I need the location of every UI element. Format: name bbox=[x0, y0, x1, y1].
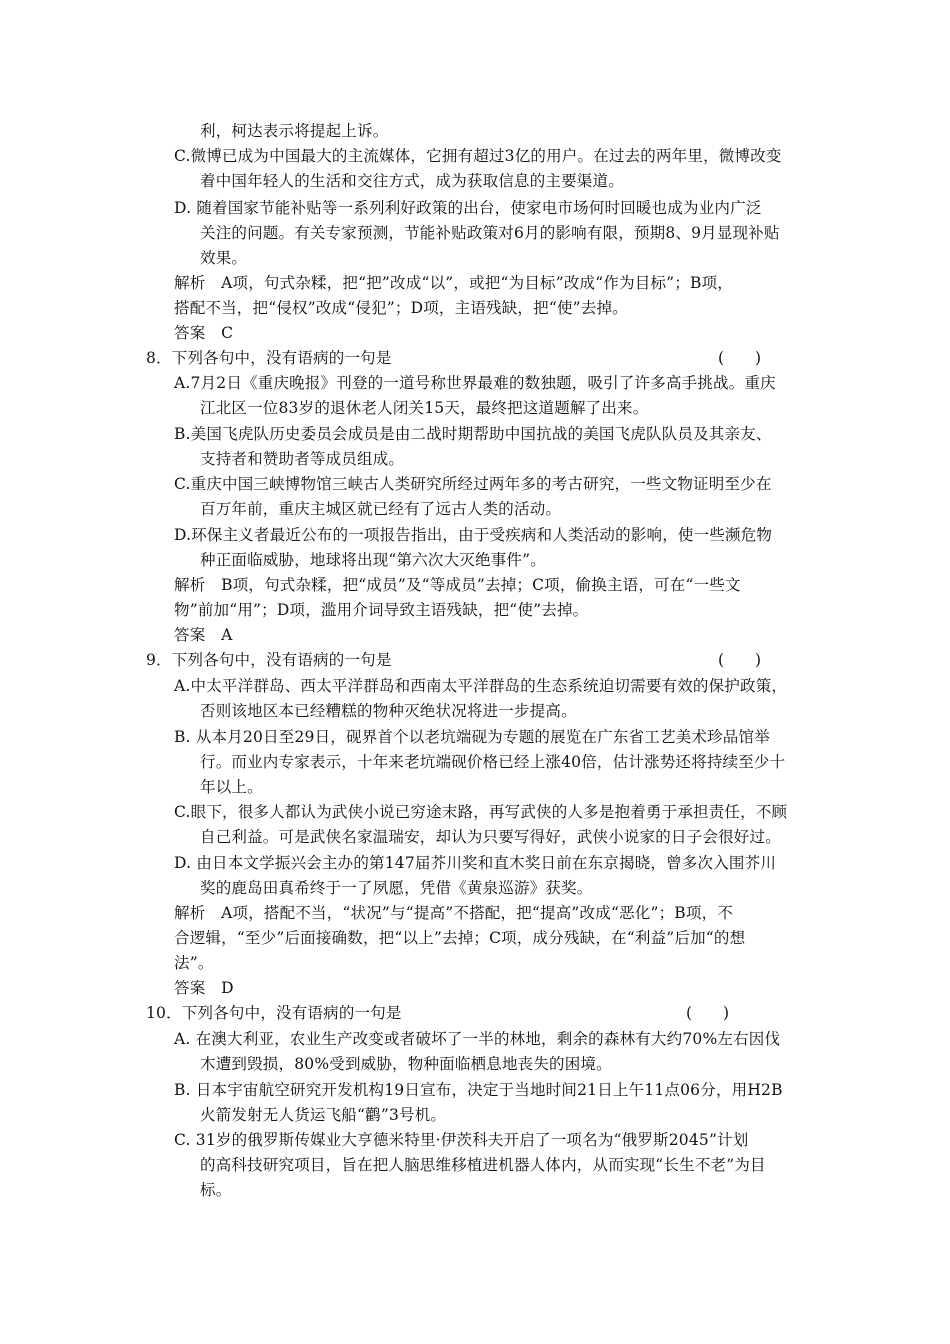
text-line: 的高科技研究项目，旨在把人脑思维移植进机器人体内，从而实现“长生不老”为目 bbox=[200, 1156, 766, 1174]
text-line: 木遭到毁损，80%受到威胁，物种面临栖息地丧失的困境。 bbox=[200, 1055, 612, 1073]
question-10-answer-bracket: ( ) bbox=[686, 1004, 730, 1022]
option-c-line: C.微博已成为中国最大的主流媒体，它拥有超过3亿的用户。在过去的两年里，微博改变 bbox=[174, 147, 782, 165]
text-line: 行。而业内专家表示，十年来老坑端砚价格已经上涨40倍，估计涨势还将持续至少十 bbox=[200, 753, 786, 771]
text-line: 着中国年轻人的生活和交往方式，成为获取信息的主要渠道。 bbox=[200, 172, 624, 190]
option-c-line: C.重庆中国三峡博物馆三峡古人类研究所经过两年多的考古研究，一些文物证明至少在 bbox=[174, 475, 772, 493]
question-10-stem: 10．下列各句中，没有语病的一句是 bbox=[146, 1004, 402, 1022]
analysis-line: 合逻辑，“至少”后面接确数，把“以上”去掉；C项，成分残缺，在“利益”后加“的想 bbox=[174, 929, 746, 947]
option-b-line: B.美国飞虎队历史委员会成员是由二战时期帮助中国抗战的美国飞虎队队员及其亲友、 bbox=[174, 425, 772, 443]
question-8-answer-bracket: ( ) bbox=[718, 349, 762, 367]
text-line: 奖的鹿岛田真希终于一了夙愿，凭借《黄泉巡游》获奖。 bbox=[200, 879, 593, 897]
text-line: 自己利益。可是武侠名家温瑞安，却认为只要写得好，武侠小说家的日子会很好过。 bbox=[200, 828, 781, 846]
option-b-line: B. 从本月20日至29日，砚界首个以老坑端砚为专题的展览在广东省工艺美术珍品馆举 bbox=[174, 728, 770, 746]
text-line: 效果。 bbox=[200, 249, 248, 267]
answer-line: 答案 A bbox=[174, 626, 233, 644]
answer-line: 答案 D bbox=[174, 979, 234, 997]
text-line: 火箭发射无人货运飞船“鹳”3号机。 bbox=[200, 1106, 447, 1124]
option-c-line: C.眼下，很多人都认为武侠小说已穷途末路，再写武侠的人多是抱着勇于承担责任，不顾 bbox=[174, 803, 788, 821]
option-a-line: A.中太平洋群岛、西太平洋群岛和西南太平洋群岛的生态系统迫切需要有效的保护政策， bbox=[174, 677, 788, 695]
analysis-line: 解析 A项，搭配不当，“状况”与“提高”不搭配，把“提高”改成“恶化”；B项，不 bbox=[174, 904, 733, 922]
option-b-line: B. 日本宇宙航空研究开发机构19日宣布，决定于当地时间21日上午11点06分，用H2B bbox=[174, 1081, 783, 1099]
text-line: 标。 bbox=[200, 1181, 232, 1199]
text-line: 百万年前，重庆主城区就已经有了远古人类的活动。 bbox=[200, 500, 562, 518]
option-a-line: A.7月2日《重庆晚报》刊登的一道号称世界最难的数独题，吸引了许多高手挑战。重庆 bbox=[174, 374, 776, 392]
option-a-line: A. 在澳大利亚，农业生产改变或者破坏了一半的林地，剩余的森林有大约70%左右因伐 bbox=[174, 1030, 781, 1048]
text-line: 种正面临威胁，地球将出现“第六次大灭绝事件”。 bbox=[200, 551, 546, 569]
answer-line: 答案 C bbox=[174, 324, 234, 342]
analysis-line: 解析 B项，句式杂糅，把“成员”及“等成员”去掉；C项，偷换主语，可在“一些文 bbox=[174, 576, 741, 594]
question-8-stem: 8．下列各句中，没有语病的一句是 bbox=[146, 349, 392, 367]
text-line: 江北区一位83岁的退休老人闭关15天，最终把这道题解了出来。 bbox=[200, 399, 649, 417]
text-line: 年以上。 bbox=[200, 778, 263, 796]
analysis-line: 解析 A项，句式杂糅，把“把”改成“以”，或把“为目标”改成“作为目标”；B项， bbox=[174, 274, 733, 292]
option-d-line: D.环保主义者最近公布的一项报告指出，由于受疾病和人类活动的影响，使一些濒危物 bbox=[174, 526, 773, 544]
question-9-stem: 9．下列各句中，没有语病的一句是 bbox=[146, 651, 392, 669]
question-9-answer-bracket: ( ) bbox=[718, 651, 762, 669]
option-d-line: D. 随着国家节能补贴等一系列利好政策的出台，使家电市场何时回暖也成为业内广泛 bbox=[174, 199, 762, 217]
option-d-line: D. 由日本文学振兴会主办的第147届芥川奖和直木奖日前在东京揭晓，曾多次入围芥川 bbox=[174, 854, 777, 872]
text-line: 支持者和赞助者等成员组成。 bbox=[200, 450, 405, 468]
analysis-line: 搭配不当，把“侵权”改成“侵犯”；D项，主语残缺，把“使”去掉。 bbox=[174, 299, 628, 317]
analysis-line: 物”前加“用”；D项，滥用介词导致主语残缺，把“使”去掉。 bbox=[174, 601, 589, 619]
text-line: 利，柯达表示将提起上诉。 bbox=[200, 122, 389, 140]
analysis-line: 法”。 bbox=[174, 954, 214, 972]
text-line: 否则该地区本已经糟糕的物种灭绝状况将进一步提高。 bbox=[200, 702, 577, 720]
option-c-line: C. 31岁的俄罗斯传媒业大亨德米特里·伊茨科夫开启了一项名为“俄罗斯2045”计划 bbox=[174, 1131, 749, 1149]
text-line: 关注的问题。有关专家预测，节能补贴政策对6月的影响有限，预期8、9月显现补贴 bbox=[200, 224, 780, 242]
